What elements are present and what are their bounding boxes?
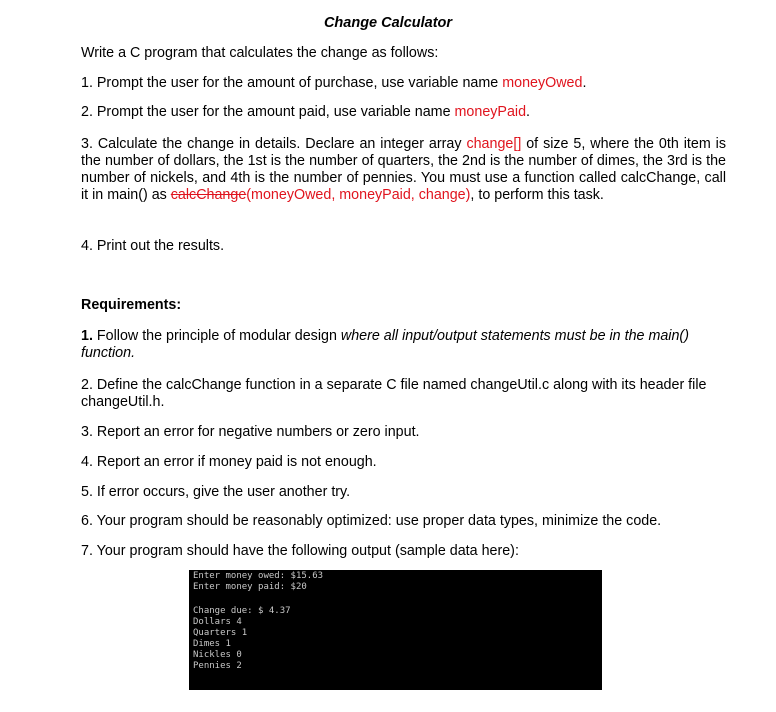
- sample-output-terminal: [189, 570, 602, 690]
- var-money-paid: moneyPaid: [454, 104, 527, 120]
- requirement-2: 2. Define the calcChange function in a separate C file named changeUtil.c along with its header file changeUtil.h.: [81, 377, 707, 410]
- terminal-line-dollars: Dollars 4: [193, 617, 242, 627]
- requirement-1-b: where all input/output statements must be in the main() function.: [81, 328, 689, 361]
- step-2: [81, 104, 726, 121]
- requirement-1: [81, 328, 726, 362]
- step-3-c: , to perform this task.: [470, 187, 604, 203]
- requirements-heading: Requirements:: [81, 297, 182, 313]
- requirement-3: 3. Report an error for negative numbers or zero input.: [81, 424, 420, 440]
- terminal-line-pennies: Pennies 2: [193, 661, 242, 671]
- step-3-a: 3. Calculate the change in details. Declare an integer array: [81, 136, 467, 152]
- terminal-line-change: Change due: $ 4.37: [193, 606, 291, 616]
- step-2-end: .: [526, 104, 531, 120]
- step-1-text: 1. Prompt the user for the amount of purchase, use variable name: [81, 75, 503, 91]
- intro-text: Write a C program that calculates the change as follows:: [81, 45, 439, 61]
- step-3-b: of size 5, where the 0th item is the number of dollars, the 1st is the number of quarters, the 2nd is the number of dimes, the 3rd is the number of nickels, and 4th is the number of pennies. You must use a function called calcChange, call it in main() as: [81, 136, 726, 203]
- var-change-array: change[]: [466, 136, 522, 152]
- step-4: 4. Print out the results.: [81, 238, 225, 254]
- var-money-owed: moneyOwed: [502, 75, 583, 91]
- terminal-line-paid: Enter money paid: $20: [193, 582, 307, 592]
- terminal-line-nickles: Nickles 0: [193, 650, 242, 660]
- step-3: [81, 136, 726, 204]
- function-args: (moneyOwed, moneyPaid, change): [246, 187, 471, 203]
- requirement-5: 5. If error occurs, give the user another try.: [81, 484, 351, 500]
- requirement-1-number: 1.: [81, 328, 93, 344]
- step-2-text: 2. Prompt the user for the amount paid, use variable name: [81, 104, 455, 120]
- struck-function-name: calcChange: [170, 187, 247, 203]
- page-title: Change Calculator: [323, 15, 453, 31]
- requirement-1-a: Follow the principle of modular design: [92, 328, 341, 344]
- step-1-end: .: [582, 75, 587, 91]
- terminal-line-dimes: Dimes 1: [193, 639, 231, 649]
- terminal-line-owed: Enter money owed: $15.63: [193, 571, 324, 581]
- requirement-4: 4. Report an error if money paid is not enough.: [81, 454, 377, 470]
- step-1: [81, 75, 726, 92]
- terminal-line-quarters: Quarters 1: [193, 628, 248, 638]
- requirement-7: 7. Your program should have the following output (sample data here):: [81, 543, 519, 559]
- requirement-6: 6. Your program should be reasonably optimized: use proper data types, minimize the code.: [81, 513, 662, 529]
